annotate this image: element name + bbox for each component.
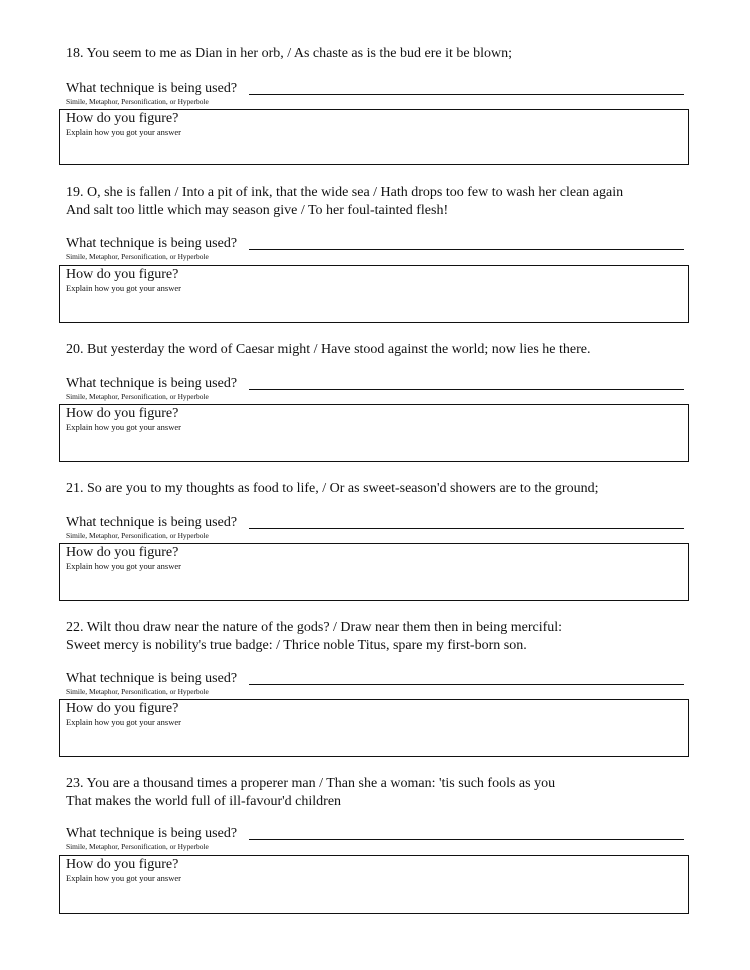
question-line: Sweet mercy is nobility's true badge: / Thrice noble Titus, spare my first-born son. [66,638,527,653]
question-line: 18. You seem to me as Dian in her orb, / As chaste as is the bud ere it be blown; [66,46,512,61]
technique-label: What technique is being used? [66,236,238,251]
question-line: 22. Wilt thou draw near the nature of the gods? / Draw near them then in being merciful: [66,620,563,635]
technique-answer-line[interactable] [249,684,684,685]
explanation-box[interactable] [59,109,689,165]
technique-answer-line[interactable] [249,389,684,390]
technique-answer-line[interactable] [249,839,684,840]
explanation-hint: Explain how you got your answer [66,422,181,432]
question-text [66,45,706,63]
explanation-title: How do you figure? [66,545,179,560]
question-line: 20. But yesterday the word of Caesar might / Have stood against the world; now lies he there. [66,342,591,357]
explanation-hint: Explain how you got your answer [66,717,181,727]
technique-hint: Simile, Metaphor, Personification, or Hyperbole [66,252,209,261]
technique-hint: Simile, Metaphor, Personification, or Hyperbole [66,97,209,106]
explanation-title: How do you figure? [66,701,179,716]
explanation-box[interactable] [59,265,689,323]
explanation-hint: Explain how you got your answer [66,127,181,137]
technique-answer-line[interactable] [249,94,684,95]
technique-label: What technique is being used? [66,376,238,391]
technique-label: What technique is being used? [66,81,238,96]
technique-hint: Simile, Metaphor, Personification, or Hyperbole [66,687,209,696]
explanation-hint: Explain how you got your answer [66,283,181,293]
question-text [66,480,706,498]
explanation-box[interactable] [59,699,689,757]
question-line: And salt too little which may season give / To her foul-tainted flesh! [66,203,449,218]
technique-hint: Simile, Metaphor, Personification, or Hyperbole [66,531,209,540]
explanation-title: How do you figure? [66,857,179,872]
technique-label: What technique is being used? [66,515,238,530]
explanation-title: How do you figure? [66,267,179,282]
technique-hint: Simile, Metaphor, Personification, or Hyperbole [66,392,209,401]
technique-answer-line[interactable] [249,249,684,250]
explanation-box[interactable] [59,404,689,462]
explanation-box[interactable] [59,543,689,601]
explanation-title: How do you figure? [66,111,179,126]
explanation-hint: Explain how you got your answer [66,561,181,571]
question-line: 21. So are you to my thoughts as food to life, / Or as sweet-season'd showers are to the ground; [66,481,599,496]
explanation-box[interactable] [59,855,689,914]
explanation-title: How do you figure? [66,406,179,421]
question-line: 19. O, she is fallen / Into a pit of ink, that the wide sea / Hath drops too few to wash her clean again [66,185,624,200]
explanation-hint: Explain how you got your answer [66,873,181,883]
technique-label: What technique is being used? [66,671,238,686]
technique-hint: Simile, Metaphor, Personification, or Hyperbole [66,842,209,851]
question-line: 23. You are a thousand times a properer man / Than she a woman: 'tis such fools as you [66,776,556,791]
question-line: That makes the world full of ill-favour'd children [66,794,342,809]
technique-label: What technique is being used? [66,826,238,841]
question-text [66,341,706,359]
technique-answer-line[interactable] [249,528,684,529]
question-text [66,184,706,220]
question-text [66,619,706,655]
question-text [66,775,706,811]
